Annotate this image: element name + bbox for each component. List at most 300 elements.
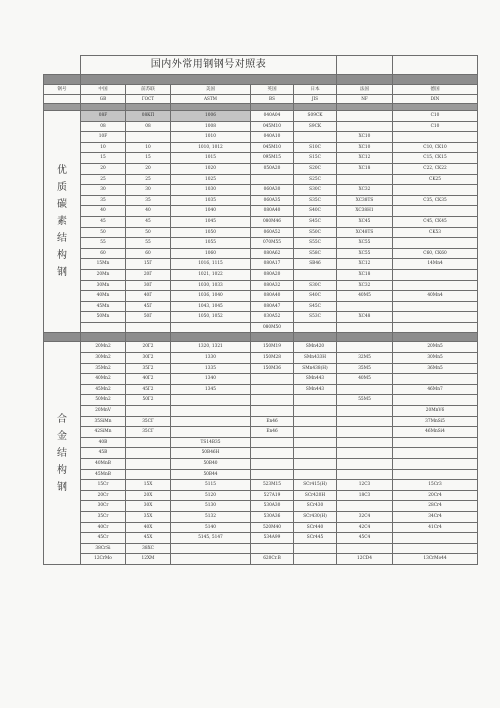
table-cell: 1035 xyxy=(171,195,251,206)
table-cell: 50 xyxy=(81,227,126,238)
table-cell xyxy=(126,132,171,143)
table-cell xyxy=(171,322,251,333)
table-cell: C22, CK22 xyxy=(393,163,478,174)
table-cell: 1015 xyxy=(171,153,251,164)
table-cell: 42C4 xyxy=(337,522,393,533)
table-cell xyxy=(337,437,393,448)
table-row xyxy=(44,111,478,122)
table-cell: 080A17 xyxy=(251,259,294,270)
table-row xyxy=(44,174,478,185)
table-cell: 15 xyxy=(126,153,171,164)
table-row xyxy=(44,153,478,164)
table-cell: 080A40 xyxy=(251,206,294,217)
table-cell xyxy=(126,322,171,333)
table-cell: S40C xyxy=(294,291,337,302)
table-cell xyxy=(393,206,478,217)
table-cell: 15X xyxy=(126,480,171,491)
table-cell: SCr445 xyxy=(294,533,337,544)
table-cell xyxy=(337,322,393,333)
table-cell: SMn438(H) xyxy=(294,363,337,374)
table-row xyxy=(44,427,478,438)
header-band xyxy=(44,75,478,85)
table-cell xyxy=(294,322,337,333)
table-cell: 5140 xyxy=(171,522,251,533)
table-cell: 45B xyxy=(81,448,126,459)
table-cell xyxy=(171,543,251,554)
table-cell: 38XC xyxy=(126,543,171,554)
table-cell: 080A20 xyxy=(251,269,294,280)
table-cell: 5130 xyxy=(171,501,251,512)
table-cell: 45Г2 xyxy=(126,384,171,395)
table-cell: 40Г2 xyxy=(126,374,171,385)
table-cell: 620Cr.B xyxy=(251,554,294,565)
table-cell: 50B40 xyxy=(171,459,251,470)
table-cell: 1008 xyxy=(171,121,251,132)
table-cell: S25C xyxy=(294,174,337,185)
table-cell xyxy=(294,269,337,280)
table-cell: 5132 xyxy=(171,511,251,522)
table-cell: 5145, 5147 xyxy=(171,533,251,544)
subheader-cell: BS xyxy=(251,95,294,104)
table-cell xyxy=(337,342,393,353)
table-cell: 040A04 xyxy=(251,111,294,122)
table-cell xyxy=(251,448,294,459)
separator-band xyxy=(44,104,478,111)
table-cell: SCr440 xyxy=(294,522,337,533)
table-cell: 60 xyxy=(81,248,126,259)
table-cell: 080A47 xyxy=(251,301,294,312)
table-cell: 30Cr xyxy=(81,501,126,512)
table-row xyxy=(44,522,478,533)
table-cell: 55 xyxy=(81,238,126,249)
table-cell xyxy=(393,448,478,459)
table-cell: SMn443 xyxy=(294,384,337,395)
table-cell: 30X xyxy=(126,501,171,512)
subheader-row xyxy=(44,95,478,104)
table-row xyxy=(44,269,478,280)
table-cell: 15Г xyxy=(126,259,171,270)
table-cell xyxy=(294,437,337,448)
table-row xyxy=(44,374,478,385)
table-cell: S15C xyxy=(294,153,337,164)
table-cell: 20Cr xyxy=(81,490,126,501)
table-row xyxy=(44,459,478,470)
table-cell: 1030, 1033 xyxy=(171,280,251,291)
table-cell: 45 xyxy=(81,216,126,227)
table-cell: 20Mn5 xyxy=(393,342,478,353)
table-cell xyxy=(251,459,294,470)
table-cell: C10 xyxy=(393,121,478,132)
table-cell xyxy=(294,395,337,406)
table-cell xyxy=(294,132,337,143)
table-cell: 30Г xyxy=(126,280,171,291)
header-cell: 前苏联 xyxy=(126,85,171,95)
table-cell: 5115 xyxy=(171,480,251,491)
table-cell: SCr430 xyxy=(294,501,337,512)
subheader-cell: DIN xyxy=(393,95,478,104)
table-cell: 13CrMo44 xyxy=(393,554,478,565)
table-cell xyxy=(294,427,337,438)
table-cell xyxy=(337,174,393,185)
table-cell: 070M55 xyxy=(251,238,294,249)
header-cell: 钢号 xyxy=(44,85,81,95)
table-cell xyxy=(294,406,337,417)
table-cell: 35 xyxy=(126,195,171,206)
table-cell: 34Cr4 xyxy=(393,511,478,522)
table-cell xyxy=(294,448,337,459)
table-cell: 150M28 xyxy=(251,353,294,364)
table-cell: 08F xyxy=(81,111,126,122)
table-cell: XC32 xyxy=(337,185,393,196)
table-cell xyxy=(337,427,393,438)
table-row xyxy=(44,195,478,206)
table-cell xyxy=(251,437,294,448)
table-row xyxy=(44,490,478,501)
table-row xyxy=(44,501,478,512)
table-cell: 050A20 xyxy=(251,163,294,174)
table-cell: 50B44 xyxy=(171,469,251,480)
table-row xyxy=(44,322,478,333)
table-cell: 35 xyxy=(81,195,126,206)
table-cell xyxy=(337,301,393,312)
table-cell xyxy=(294,416,337,427)
table-cell: 1020 xyxy=(171,163,251,174)
table-cell xyxy=(393,437,478,448)
table-cell: XC38TS xyxy=(337,195,393,206)
table-cell: 1030 xyxy=(171,185,251,196)
table-cell: 55M5 xyxy=(337,395,393,406)
table-cell: SCr420H xyxy=(294,490,337,501)
table-cell: 40 xyxy=(81,206,126,217)
table-cell: 1050, 1052 xyxy=(171,312,251,323)
table-cell: 45Г xyxy=(126,301,171,312)
table-cell: 150M36 xyxy=(251,363,294,374)
table-cell: 20MnV6 xyxy=(393,406,478,417)
table-cell xyxy=(126,406,171,417)
table-row xyxy=(44,554,478,565)
table-cell: 20Г xyxy=(126,269,171,280)
table-cell: XC45 xyxy=(337,216,393,227)
table-cell: 20Mn2 xyxy=(81,342,126,353)
table-cell: 40Mn2 xyxy=(81,374,126,385)
table-cell: 15 xyxy=(81,153,126,164)
table-row xyxy=(44,342,478,353)
table-cell: 1345 xyxy=(171,384,251,395)
table-cell: 45Cr xyxy=(81,533,126,544)
table-cell: S55C xyxy=(294,238,337,249)
table-cell xyxy=(337,121,393,132)
table-row xyxy=(44,480,478,491)
table-cell: 5120 xyxy=(171,490,251,501)
table-cell: XC10 xyxy=(337,132,393,143)
table-cell: 30 xyxy=(81,185,126,196)
header-cell: 美国 xyxy=(171,85,251,95)
table-cell xyxy=(251,374,294,385)
subheader-cell: NF xyxy=(337,95,393,104)
table-cell xyxy=(251,406,294,417)
table-row xyxy=(44,227,478,238)
table-cell: 12CD4 xyxy=(337,554,393,565)
table-cell: 30Mn5 xyxy=(393,353,478,364)
table-cell: 40 xyxy=(126,206,171,217)
table-cell xyxy=(251,174,294,185)
table-cell: 060A35 xyxy=(251,195,294,206)
table-cell: TS14B35 xyxy=(171,437,251,448)
table-cell: 32M5 xyxy=(337,353,393,364)
table-cell: 36Mn5 xyxy=(393,363,478,374)
table-cell xyxy=(126,469,171,480)
table-cell: 50Mn xyxy=(81,312,126,323)
table-cell xyxy=(251,543,294,554)
table-cell: 1010, 1012 xyxy=(171,142,251,153)
table-cell: 060A52 xyxy=(251,227,294,238)
table-cell: 08КП xyxy=(126,111,171,122)
table-cell xyxy=(337,416,393,427)
table-cell: 1025 xyxy=(171,174,251,185)
table-cell: 50B46H xyxy=(171,448,251,459)
table-row xyxy=(44,291,478,302)
table-cell: 25 xyxy=(81,174,126,185)
table-cell: S30C xyxy=(294,185,337,196)
table-cell: 095M15 xyxy=(251,153,294,164)
subheader-cell xyxy=(44,95,81,104)
table-cell xyxy=(294,554,337,565)
table-row xyxy=(44,406,478,417)
table-cell: 35SiMn xyxy=(81,416,126,427)
table-cell: 1050 xyxy=(171,227,251,238)
table-cell: 08 xyxy=(81,121,126,132)
table-cell: 38CrSi xyxy=(81,543,126,554)
table-row xyxy=(44,216,478,227)
table-cell: C60, CK60 xyxy=(393,248,478,259)
table-cell: XC12 xyxy=(337,153,393,164)
table-cell: 15Cr xyxy=(81,480,126,491)
table-cell: 37MnSi5 xyxy=(393,416,478,427)
table-cell: 527A19 xyxy=(251,490,294,501)
table-cell xyxy=(337,459,393,470)
table-row xyxy=(44,416,478,427)
table-cell xyxy=(171,406,251,417)
table-cell xyxy=(393,301,478,312)
table-cell: 35M5 xyxy=(337,363,393,374)
table-cell: 45Mn xyxy=(81,301,126,312)
table-cell: 20 xyxy=(81,163,126,174)
table-cell: 1045 xyxy=(171,216,251,227)
table-cell: 080M50 xyxy=(251,322,294,333)
table-cell: 25 xyxy=(126,174,171,185)
table-cell xyxy=(393,469,478,480)
table-cell: 20Г2 xyxy=(126,342,171,353)
table-cell: S09CK xyxy=(294,111,337,122)
table-row xyxy=(44,238,478,249)
table-cell: S35C xyxy=(294,195,337,206)
table-cell xyxy=(393,132,478,143)
table-cell: 20Mn xyxy=(81,269,126,280)
table-cell: CK53 xyxy=(393,227,478,238)
table-cell: S58C xyxy=(294,248,337,259)
table-cell: 45Mn2 xyxy=(81,384,126,395)
table-cell: XC55 xyxy=(337,248,393,259)
header-cell: 日本 xyxy=(294,85,337,95)
table-cell: SMn433H xyxy=(294,353,337,364)
table-cell xyxy=(393,459,478,470)
table-cell: S50C xyxy=(294,227,337,238)
table-cell: XC32 xyxy=(337,280,393,291)
table-cell: S45C xyxy=(294,216,337,227)
table-cell xyxy=(393,269,478,280)
table-cell: 20X xyxy=(126,490,171,501)
table-cell: 060A30 xyxy=(251,185,294,196)
table-cell xyxy=(393,312,478,323)
table-cell: 523M15 xyxy=(251,480,294,491)
table-cell: S10C xyxy=(294,142,337,153)
table-cell: 35Cr xyxy=(81,511,126,522)
table-row xyxy=(44,163,478,174)
table-cell: 1016, 1115 xyxy=(171,259,251,270)
table-cell: XC48 xyxy=(337,312,393,323)
subheader-cell: GB xyxy=(81,95,126,104)
table-cell: 30Mn xyxy=(81,280,126,291)
separator-band xyxy=(44,333,478,342)
table-cell: 530A36 xyxy=(251,511,294,522)
table-cell: XC18 xyxy=(337,163,393,174)
table-cell xyxy=(337,384,393,395)
table-cell: 35CГ xyxy=(126,427,171,438)
table-cell: 045M10 xyxy=(251,142,294,153)
table-cell xyxy=(393,238,478,249)
table-cell xyxy=(251,384,294,395)
table-cell xyxy=(294,469,337,480)
table-cell: SMn420 xyxy=(294,342,337,353)
table-cell: 60 xyxy=(126,248,171,259)
table-cell: 35CГ xyxy=(126,416,171,427)
table-cell: S30C xyxy=(294,280,337,291)
table-cell: 1010 xyxy=(171,132,251,143)
table-row xyxy=(44,511,478,522)
table-cell: 28Cr4 xyxy=(393,501,478,512)
table-cell xyxy=(294,459,337,470)
table-cell: 50Г xyxy=(126,312,171,323)
table-cell: 50Mn2 xyxy=(81,395,126,406)
table-row xyxy=(44,301,478,312)
table-row xyxy=(44,121,478,132)
table-cell: 1335 xyxy=(171,363,251,374)
table-cell: 20MnV xyxy=(81,406,126,417)
category-label: 合 金 结 构 钢 xyxy=(44,342,81,564)
table-cell: 30 xyxy=(126,185,171,196)
table-cell: 35Mn2 xyxy=(81,363,126,374)
table-cell: 12C3 xyxy=(337,480,393,491)
table-cell: 10 xyxy=(126,142,171,153)
table-cell: XC18 xyxy=(337,269,393,280)
table-cell xyxy=(337,469,393,480)
table-cell: 45X xyxy=(126,533,171,544)
table-cell: 50Г2 xyxy=(126,395,171,406)
table-cell: 40B xyxy=(81,437,126,448)
table-row xyxy=(44,353,478,364)
table-cell xyxy=(294,543,337,554)
table-cell xyxy=(171,427,251,438)
subheader-cell: JIS xyxy=(294,95,337,104)
table-cell xyxy=(393,543,478,554)
table-cell: SB46 xyxy=(294,259,337,270)
table-cell: 10 xyxy=(81,142,126,153)
table-cell: 35Г2 xyxy=(126,363,171,374)
table-cell: 1340 xyxy=(171,374,251,385)
table-row xyxy=(44,185,478,196)
table-cell xyxy=(171,395,251,406)
table-cell: C10, CK10 xyxy=(393,142,478,153)
table-cell: 40Г xyxy=(126,291,171,302)
table-cell: 40Mn4 xyxy=(393,291,478,302)
table-cell xyxy=(393,185,478,196)
table-cell: 1036, 1040 xyxy=(171,291,251,302)
header-cell: 德国 xyxy=(393,85,478,95)
table-cell: 10F xyxy=(81,132,126,143)
table-row xyxy=(44,142,478,153)
title-row xyxy=(44,56,478,75)
table-cell: 12CrMo xyxy=(81,554,126,565)
table-cell: 030A52 xyxy=(251,312,294,323)
table-cell: 42SiMn xyxy=(81,427,126,438)
table-cell: XC10 xyxy=(337,142,393,153)
table-cell xyxy=(393,395,478,406)
table-cell xyxy=(337,111,393,122)
header-cell: 英国 xyxy=(251,85,294,95)
table-cell: C15, CK15 xyxy=(393,153,478,164)
table-cell: C45, CK45 xyxy=(393,216,478,227)
table-cell xyxy=(126,448,171,459)
table-cell: C10 xyxy=(393,111,478,122)
table-cell: 08 xyxy=(126,121,171,132)
table-cell: 46Mn7 xyxy=(393,384,478,395)
table-cell: 50 xyxy=(126,227,171,238)
table-cell: 15Cr3 xyxy=(393,480,478,491)
table-cell xyxy=(251,395,294,406)
table-row xyxy=(44,448,478,459)
table-row xyxy=(44,248,478,259)
table-cell: SCr415(H) xyxy=(294,480,337,491)
steel-grade-table xyxy=(43,55,478,565)
table-cell: 1330 xyxy=(171,353,251,364)
table-cell xyxy=(393,322,478,333)
table-cell: 14Mn4 xyxy=(393,259,478,270)
table-cell: 520M40 xyxy=(251,522,294,533)
table-cell: S9CK xyxy=(294,121,337,132)
table-cell: 20Cr4 xyxy=(393,490,478,501)
table-cell: CK25 xyxy=(393,174,478,185)
table-row xyxy=(44,384,478,395)
header-cell: 中国 xyxy=(81,85,126,95)
table-row xyxy=(44,395,478,406)
table-cell: S40C xyxy=(294,206,337,217)
table-cell: 080A62 xyxy=(251,248,294,259)
table-cell: 45 xyxy=(126,216,171,227)
table-cell: 040A10 xyxy=(251,132,294,143)
table-cell: S20C xyxy=(294,163,337,174)
table-cell: XC38H1 xyxy=(337,206,393,217)
table-row xyxy=(44,132,478,143)
table-row xyxy=(44,437,478,448)
header-cell: 法国 xyxy=(337,85,393,95)
subheader-cell: ASTM xyxy=(171,95,251,104)
table-cell xyxy=(393,533,478,544)
table-cell: 1006 xyxy=(171,111,251,122)
table-cell xyxy=(393,374,478,385)
table-cell: 080A32 xyxy=(251,280,294,291)
table-cell: 40X xyxy=(126,522,171,533)
table-row xyxy=(44,363,478,374)
